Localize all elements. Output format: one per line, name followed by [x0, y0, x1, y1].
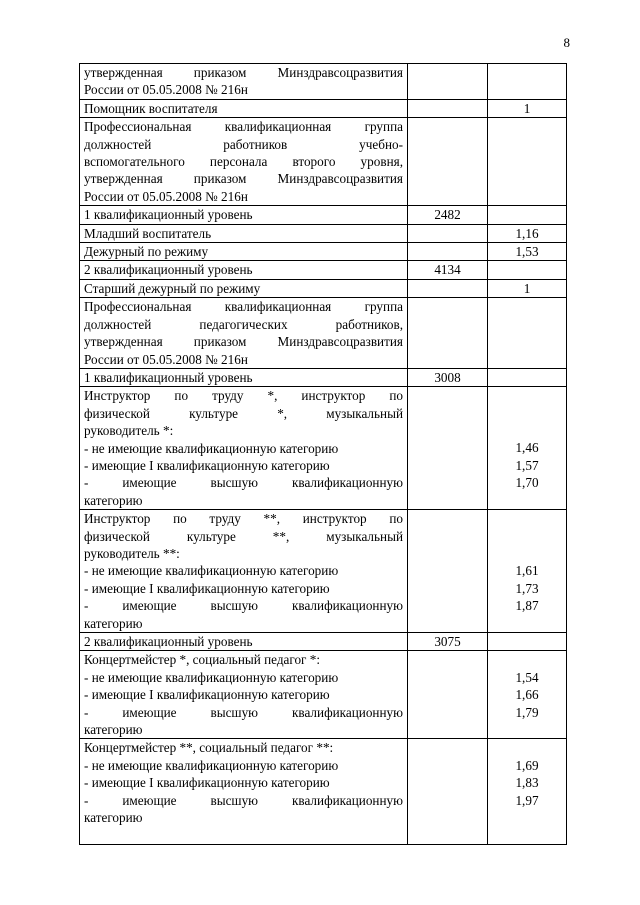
description-line: - имеющие высшую квалификационную	[84, 704, 403, 720]
description-line: руководитель **:	[84, 545, 180, 561]
description-line: вспомогательного персонала второго уровня,	[84, 154, 403, 170]
base-salary-cell	[408, 224, 488, 242]
base-salary-cell	[408, 118, 488, 206]
coefficient-value: 1,66	[515, 687, 539, 703]
position-description-cell	[80, 99, 408, 117]
position-description-cell	[80, 387, 408, 510]
coefficient-value: 1,79	[515, 704, 539, 720]
description-line: 2 квалификационный уровень	[84, 634, 253, 649]
table-row	[80, 739, 567, 844]
coefficient-value: 1,61	[515, 563, 539, 579]
description-line: утвержденная приказом Минздравсоцразвития	[84, 171, 403, 187]
coefficient-value: 1	[523, 100, 531, 116]
base-salary-cell	[408, 298, 488, 369]
table-row	[80, 99, 567, 117]
coefficient-cell	[488, 368, 567, 386]
description-line: - не имеющие квалификационную категорию	[84, 669, 339, 685]
table-row	[80, 298, 567, 369]
description-line: физической культуре **, музыкальный	[84, 528, 403, 544]
page-number: 8	[563, 35, 570, 50]
base-salary-cell	[408, 387, 488, 510]
coefficient-value: 1	[523, 280, 531, 296]
description-line: - не имеющие квалификационную категорию	[84, 563, 339, 579]
base-salary-cell	[408, 510, 488, 633]
coefficient-value: 1,53	[515, 244, 539, 260]
table-row	[80, 510, 567, 633]
description-line: - имеющие высшую квалификационную	[84, 598, 403, 614]
description-line: Инструктор по труду **, инструктор по	[84, 511, 403, 527]
position-description-cell	[80, 510, 408, 633]
coefficient-cell	[488, 206, 567, 224]
description-line: - имеющие высшую квалификационную	[84, 475, 403, 491]
coefficient-value: 1,97	[515, 792, 539, 808]
description-line: руководитель *:	[84, 423, 174, 439]
description-line: - имеющие I квалификационную категорию	[84, 687, 330, 703]
description-line: Младший воспитатель	[84, 225, 212, 241]
table-body	[80, 64, 567, 845]
coefficient-cell	[488, 224, 567, 242]
base-salary-cell: 4134	[408, 261, 488, 279]
table-row	[80, 224, 567, 242]
description-line: - не имеющие квалификационную категорию	[84, 757, 339, 773]
base-salary-cell	[408, 739, 488, 844]
coefficient-cell	[488, 64, 567, 100]
coefficient-value: 1,87	[515, 598, 539, 614]
coefficient-value: 1,73	[515, 580, 539, 596]
description-line: категорию	[84, 722, 143, 738]
description-line: Инструктор по труду *, инструктор по	[84, 388, 403, 404]
position-description-cell	[80, 118, 408, 206]
table-row	[80, 651, 567, 739]
coefficient-value: 1,69	[515, 757, 539, 773]
base-salary-cell: 2482	[408, 206, 488, 224]
table-row	[80, 387, 567, 510]
description-line: категорию	[84, 492, 143, 508]
coefficient-cell	[488, 243, 567, 261]
description-line: Концертмейстер *, социальный педагог *:	[84, 652, 321, 668]
position-description-cell	[80, 64, 408, 100]
position-description-cell	[80, 224, 408, 242]
coefficient-cell	[488, 633, 567, 651]
description-line: России от 05.05.2008 № 216н	[84, 188, 248, 204]
description-line: категорию	[84, 810, 143, 826]
description-line: Профессиональная квалификационная группа	[84, 299, 403, 315]
table-row	[80, 261, 567, 279]
base-salary-cell	[408, 279, 488, 297]
description-line: должностей педагогических работников,	[84, 316, 403, 332]
coefficient-value: 1,16	[515, 225, 539, 241]
position-description-cell	[80, 206, 408, 224]
description-line: России от 05.05.2008 № 216н	[84, 82, 248, 98]
description-line: - имеющие I квалификационную категорию	[84, 775, 330, 791]
position-description-cell	[80, 261, 408, 279]
base-salary-cell	[408, 243, 488, 261]
coefficient-cell	[488, 387, 567, 510]
coefficient-cell	[488, 510, 567, 633]
description-line: Концертмейстер **, социальный педагог **:	[84, 740, 334, 756]
description-line: 1 квалификационный уровень	[84, 207, 253, 223]
description-line: - не имеющие квалификационную категорию	[84, 440, 339, 456]
base-salary-cell: 3008	[408, 368, 488, 386]
position-description-cell	[80, 739, 408, 844]
coefficient-value: 1,70	[515, 475, 539, 491]
base-salary-cell	[408, 64, 488, 100]
coefficient-value: 1,83	[515, 775, 539, 791]
base-salary-cell	[408, 99, 488, 117]
coefficient-cell	[488, 279, 567, 297]
description-line: - имеющие I квалификационную категорию	[84, 457, 330, 473]
base-salary-cell: 3075	[408, 633, 488, 651]
coefficient-cell	[488, 118, 567, 206]
position-description-cell	[80, 279, 408, 297]
description-line: 2 квалификационный уровень	[84, 262, 253, 278]
description-line: утвержденная приказом Минздравсоцразвития	[84, 334, 403, 350]
table-row	[80, 206, 567, 224]
position-description-cell	[80, 368, 408, 386]
coefficient-cell	[488, 261, 567, 279]
coefficient-cell	[488, 298, 567, 369]
table-row	[80, 368, 567, 386]
table-row	[80, 279, 567, 297]
description-line: физической культуре *, музыкальный	[84, 405, 403, 421]
base-salary-cell	[408, 651, 488, 739]
description-line: Старший дежурный по режиму	[84, 280, 261, 296]
table-row	[80, 633, 567, 651]
coefficient-value: 1,57	[515, 457, 539, 473]
description-line: должностей работников учебно-	[84, 136, 403, 152]
coefficient-value: 1,54	[515, 669, 539, 685]
position-description-cell	[80, 298, 408, 369]
position-description-cell	[80, 633, 408, 651]
coefficient-value: 1,46	[515, 440, 539, 456]
description-line: Помощник воспитателя	[84, 100, 218, 116]
description-line: утвержденная приказом Минздравсоцразвития	[84, 65, 403, 80]
qualification-table	[79, 63, 567, 845]
table-row	[80, 64, 567, 100]
description-line: Профессиональная квалификационная группа	[84, 119, 403, 135]
description-line: - имеющие высшую квалификационную	[84, 792, 403, 808]
position-description-cell	[80, 651, 408, 739]
description-line: категорию	[84, 615, 143, 631]
description-line: - имеющие I квалификационную категорию	[84, 580, 330, 596]
description-line: России от 05.05.2008 № 216н	[84, 351, 248, 367]
position-description-cell	[80, 243, 408, 261]
coefficient-cell	[488, 99, 567, 117]
table-row	[80, 118, 567, 206]
table-row	[80, 243, 567, 261]
description-line: Дежурный по режиму	[84, 244, 209, 260]
description-line: 1 квалификационный уровень	[84, 369, 253, 385]
coefficient-cell	[488, 651, 567, 739]
coefficient-cell	[488, 739, 567, 844]
